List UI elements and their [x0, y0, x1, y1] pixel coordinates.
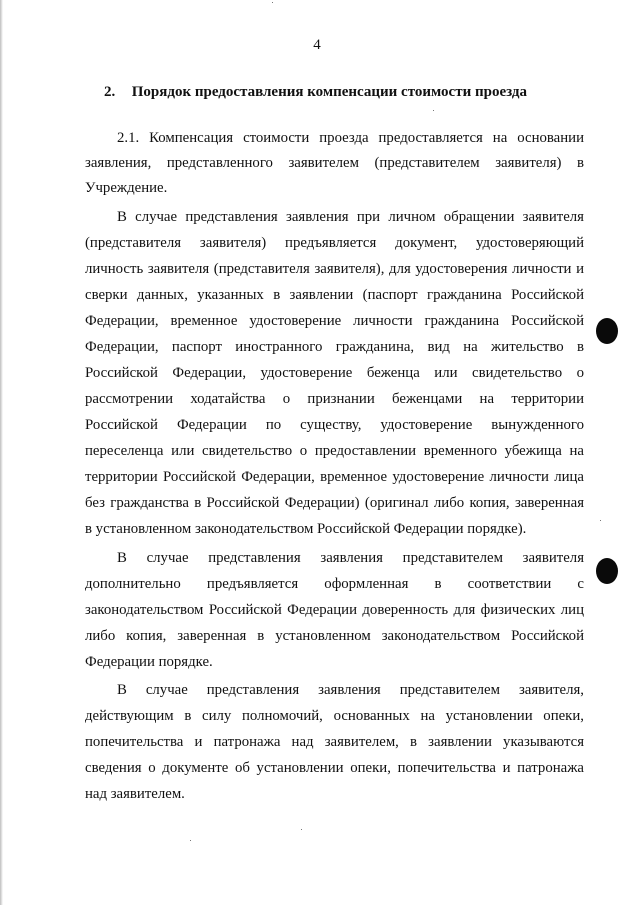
punch-hole: [596, 318, 618, 344]
section-title: Порядок предоставления компенсации стоимости проезда: [131, 84, 527, 100]
text-line: либо копия, заверенная в установленном законодательством Российской: [85, 628, 584, 644]
text-line: без гражданства в Российской Федерации) (оригинал либо копия, заверенная: [85, 495, 584, 511]
text-line: законодательством Российской Федерации доверенность для физических лиц: [85, 602, 584, 618]
punch-hole: [596, 558, 618, 584]
scan-speck: [190, 840, 191, 841]
page-number: 4: [313, 37, 321, 53]
text-line: Учреждение.: [85, 180, 168, 196]
text-line: В случае представления заявления при личном обращении заявителя: [117, 209, 584, 225]
text-line: сведения о документе об установлении опеки, попечительства и патронажа: [85, 760, 584, 776]
text-line: заявления, представленного заявителем (представителем заявителя) в: [85, 155, 584, 171]
scan-speck: [301, 829, 302, 830]
text-line: В случае представления заявления представителем заявителя: [117, 550, 584, 566]
text-line: переселенца или свидетельство о предоставлении временного убежища на: [85, 443, 584, 459]
text-line: Федерации порядке.: [85, 654, 213, 670]
text-line: В случае представления заявления представителем заявителя,: [117, 682, 584, 698]
text-line: территории Российской Федерации, временное удостоверение личности лица: [85, 469, 584, 485]
text-line: Российской Федерации, удостоверение беженца или свидетельство о: [85, 365, 584, 381]
text-line: Федерации, паспорт иностранного гражданина, вид на жительство в: [85, 339, 584, 355]
text-line: Федерации, временное удостоверение личности гражданина Российской: [85, 313, 584, 329]
text-line: рассмотрении ходатайства о признании беженцами на территории: [85, 391, 584, 407]
scan-speck: [600, 520, 601, 521]
text-line: Российской Федерации по существу, удостоверение вынужденного: [85, 417, 584, 433]
scan-speck: [272, 2, 273, 3]
text-line: над заявителем.: [85, 786, 185, 802]
text-line: дополнительно предъявляется оформленная в соответствии с: [85, 576, 584, 592]
text-line: сверки данных, указанных в заявлении (паспорт гражданина Российской: [85, 287, 584, 303]
text-line: (представителя заявителя) предъявляется документ, удостоверяющий: [85, 235, 584, 251]
section-heading: [104, 84, 564, 101]
text-line: в установленном законодательством Российской Федерации порядке).: [85, 521, 527, 537]
scan-speck: [433, 110, 434, 111]
text-line: личность заявителя (представителя заявителя), для удостоверения личности и: [85, 261, 584, 277]
section-number: 2.: [104, 84, 116, 100]
text-line: действующим в силу полномочий, основанных на установлении опеки,: [85, 708, 584, 724]
text-line: 2.1. Компенсация стоимости проезда предоставляется на основании: [117, 130, 584, 146]
text-line: попечительства и патронажа над заявителем, в заявлении указываются: [85, 734, 584, 750]
